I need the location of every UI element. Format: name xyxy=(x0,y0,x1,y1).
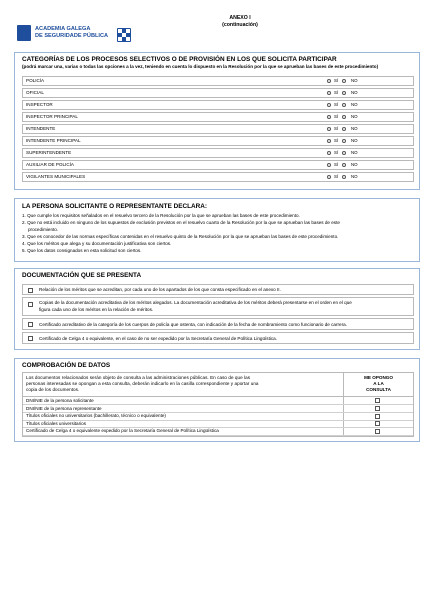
category-row xyxy=(22,148,414,158)
category-row xyxy=(22,124,414,134)
yes-label: SÍ xyxy=(334,78,339,83)
category-label: INTENDENTE xyxy=(26,126,56,131)
no-label: NO xyxy=(351,162,358,167)
declara-title: LA PERSONA SOLICITANTE O REPRESENTANTE DECLARA: xyxy=(22,203,207,210)
yes-label: SÍ xyxy=(334,102,339,107)
doc-item-text-cont: figura cada uno de los méritos en la relación de méritos. xyxy=(39,307,154,312)
anexo-title: ANEXO I xyxy=(229,15,251,21)
category-row xyxy=(22,76,414,86)
categorias-note: (podrá marcar una, varias o todas las opciones a la vez, teniendo en cuenta lo dispuesto en la Resolución por la que se aprueban las bases de este procedimiento) xyxy=(22,64,379,69)
yes-radio[interactable] xyxy=(327,115,331,119)
logo-text xyxy=(35,26,108,40)
no-radio[interactable] xyxy=(342,127,346,131)
yes-label: SÍ xyxy=(334,150,339,155)
category-label: INSPECTOR xyxy=(26,102,53,107)
declara-item-4: 4. Que los méritos que alega y su documentación justificativa son ciertos. xyxy=(22,241,172,246)
oppose-checkbox[interactable] xyxy=(375,429,380,434)
yes-label: SÍ xyxy=(334,114,339,119)
doc-item-text: Certificado acreditativo de la categoría de los cuerpos de policía que ostenta, con indicación de la fecha de nombramiento como funcionario de carrera. xyxy=(39,322,347,327)
anexo-header xyxy=(200,15,280,29)
declara-item-5: 5. Que los datos consignados en esta solicitud son ciertos. xyxy=(22,248,142,253)
oppose-checkbox[interactable] xyxy=(375,421,380,426)
category-row xyxy=(22,160,414,170)
categorias-title: CATEGORÍAS DE LOS PROCESOS SELECTIVOS O DE PROVISIÓN EN LOS QUE SOLICITA PARTICIPAR xyxy=(22,56,337,63)
no-label: NO xyxy=(351,126,358,131)
yes-radio[interactable] xyxy=(327,127,331,131)
no-label: NO xyxy=(351,78,358,83)
anexo-subtitle: (continuación) xyxy=(222,22,258,28)
category-row xyxy=(22,88,414,98)
comprobacion-item: Títulos oficiales no universitarios (bachillerato, técnico o equivalente) xyxy=(26,413,166,419)
category-row xyxy=(22,100,414,110)
no-radio[interactable] xyxy=(342,91,346,95)
category-label: INTENDENTE PRINCIPAL xyxy=(26,138,81,143)
oppose-header: ME OPONGO A LA CONSULTA xyxy=(364,375,393,392)
comprobacion-item: DNI/NIE de la persona representante xyxy=(26,405,102,411)
no-label: NO xyxy=(351,102,358,107)
no-label: NO xyxy=(351,150,358,155)
doc-item-text: Copias de la documentación acreditativa de los méritos alegados. La documentación acreditativa de los méritos deberá presentarse en el orden en el que xyxy=(39,300,352,305)
yes-radio[interactable] xyxy=(327,151,331,155)
oppose-checkbox[interactable] xyxy=(375,398,380,403)
no-label: NO xyxy=(351,114,358,119)
comprobacion-intro: Los documentos relacionados serán objeto de consulta a las administraciones públicas. En caso de que las personas interesadas se opongan a esta consulta, deberán indicarlo en la casilla correspondiente y aportar una copia de los documentos. xyxy=(26,375,259,392)
doc-item xyxy=(22,332,414,344)
comprobacion-item: DNI/NIE de la persona solicitante xyxy=(26,398,94,403)
yes-radio[interactable] xyxy=(327,103,331,107)
no-label: NO xyxy=(351,174,358,179)
yes-radio[interactable] xyxy=(327,139,331,143)
oppose-checkbox[interactable] xyxy=(375,406,380,411)
comprobacion-table xyxy=(22,372,414,437)
doc-item xyxy=(22,297,414,316)
no-radio[interactable] xyxy=(342,175,346,179)
yes-label: SÍ xyxy=(334,138,339,143)
yes-label: SÍ xyxy=(334,174,339,179)
doc-checkbox[interactable] xyxy=(28,322,33,327)
doc-item-text: Relación de los méritos que se acreditan, por cada uno de los apartados de los que consta especificado en el anexo II. xyxy=(39,287,281,292)
doc-checkbox[interactable] xyxy=(28,336,33,341)
declara-item-2: 2. Que no está incluido en ninguno de los supuestos de exclusión previstos en el resuelvo cuarto de la Resolución por la que se aprueban las bases de este xyxy=(22,220,340,225)
no-radio[interactable] xyxy=(342,103,346,107)
academia-emblem-icon xyxy=(17,25,31,41)
logo-text-line1: ACADEMIA GALEGA xyxy=(35,26,91,32)
comprobacion-title: COMPROBACIÓN DE DATOS xyxy=(22,362,111,369)
no-radio[interactable] xyxy=(342,115,346,119)
doc-checkbox[interactable] xyxy=(28,288,33,293)
doc-checkbox[interactable] xyxy=(28,302,33,307)
categorias-section xyxy=(14,52,420,190)
category-label: AUXILIAR DE POLICÍA xyxy=(26,162,74,167)
no-radio[interactable] xyxy=(342,151,346,155)
comprobacion-item: Títulos oficiales universitarios xyxy=(26,420,86,426)
category-label: SUPERINTENDENTE xyxy=(26,150,72,155)
category-row xyxy=(22,112,414,122)
comprobacion-section xyxy=(14,358,420,442)
no-radio[interactable] xyxy=(342,139,346,143)
yes-radio[interactable] xyxy=(327,79,331,83)
no-radio[interactable] xyxy=(342,163,346,167)
logo-text-line2: DE SEGURIDADE PÚBLICA xyxy=(35,33,109,39)
doc-item xyxy=(22,318,414,330)
yes-label: SÍ xyxy=(334,162,339,167)
doc-item xyxy=(22,284,414,295)
xunta-cross-icon xyxy=(117,28,131,42)
category-row xyxy=(22,136,414,146)
category-row xyxy=(22,172,414,182)
category-label: INSPECTOR PRINCIPAL xyxy=(26,114,78,119)
comprobacion-item: Certificado de Celga 4 o equivalente expedido por la Secretaría General de Política Lingüística xyxy=(26,428,219,434)
yes-label: SÍ xyxy=(334,126,339,131)
yes-radio[interactable] xyxy=(327,175,331,179)
documentacion-section xyxy=(14,268,420,350)
category-label: OFICIAL xyxy=(26,90,44,95)
no-label: NO xyxy=(351,138,358,143)
doc-item-text: Certificado de Celga 4 o equivalente, en el caso de no ser expedido por la Secretaría General de Política Lingüística. xyxy=(39,336,278,341)
declara-item-1: 1. Que cumple los requisitos señalados en el resuelvo tercero de la Resolución por la que se aprueban las bases de este procedimiento. xyxy=(22,213,300,218)
documentacion-title: DOCUMENTACIÓN QUE SE PRESENTA xyxy=(22,272,142,279)
oppose-checkbox[interactable] xyxy=(375,414,380,419)
category-label: POLICÍA xyxy=(26,78,45,83)
academia-logo xyxy=(13,12,133,48)
yes-radio[interactable] xyxy=(327,91,331,95)
declara-item-3: 3. Que es conocedor de las normas específicas contenidas en el resuelvo quinto de la Resolución por la que se aprueban las bases de este procedimiento. xyxy=(22,234,339,239)
yes-radio[interactable] xyxy=(327,163,331,167)
category-label: VIGILANTES MUNICIPALES xyxy=(26,174,86,179)
declara-section xyxy=(14,198,420,262)
no-label: NO xyxy=(351,90,358,95)
yes-label: SÍ xyxy=(334,90,339,95)
no-radio[interactable] xyxy=(342,79,346,83)
declara-item-2-cont: procedimiento. xyxy=(28,227,59,232)
